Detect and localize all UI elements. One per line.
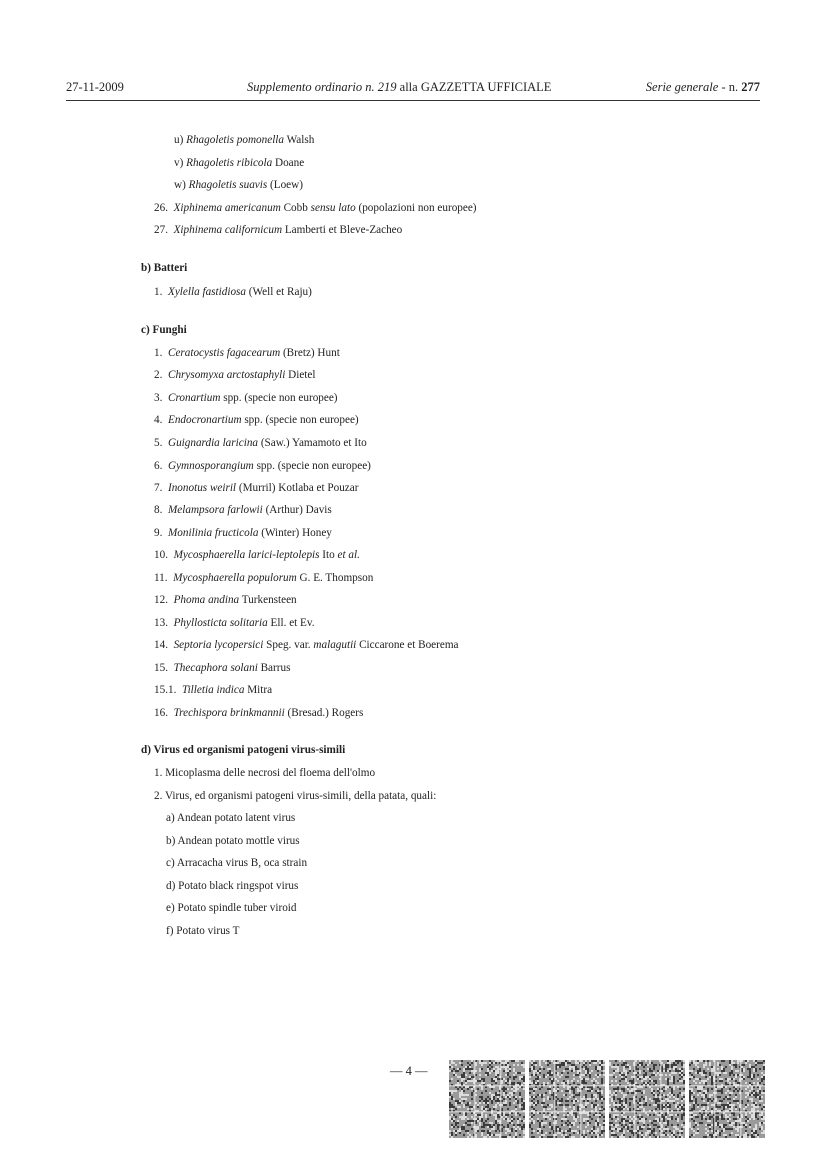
author: spp. (specie non europee)	[253, 460, 371, 472]
species-name: Monilinia fructicola	[167, 527, 259, 539]
list-item	[154, 767, 375, 780]
list-item	[154, 414, 359, 427]
item-number: 3.	[154, 392, 163, 404]
species-name: Thecaphora solani	[173, 662, 258, 674]
item-number: 26.	[154, 202, 168, 214]
list-item	[154, 202, 477, 215]
security-code-image-4	[689, 1060, 765, 1138]
species-name: Rhagoletis suavis	[188, 179, 268, 191]
author: Doane	[272, 157, 305, 169]
header-supplement: Supplemento ordinario n. 219	[247, 80, 397, 94]
page-number: — 4 —	[390, 1064, 428, 1078]
section-heading-funghi: c) Funghi	[141, 324, 187, 336]
header-series-label: Serie generale	[645, 80, 719, 94]
list-item	[174, 179, 303, 192]
list-item	[154, 549, 360, 562]
item-letter: f)	[166, 925, 174, 937]
species-name: Septoria lycopersici	[173, 639, 264, 651]
author: Ell. et Ev.	[267, 617, 315, 629]
author: Dietel	[285, 369, 316, 381]
species-name: Inonotus weiril	[167, 482, 237, 494]
species-name: Xylella fastidiosa	[167, 286, 246, 298]
header-publication	[247, 80, 551, 95]
author: (Winter) Honey	[258, 527, 332, 539]
list-item	[154, 572, 373, 585]
species-name: Xiphinema americanum	[173, 202, 281, 214]
list-item	[154, 662, 290, 675]
author: (Murril) Kotlaba et Pouzar	[236, 482, 359, 494]
list-item	[154, 527, 332, 540]
list-item	[154, 504, 332, 517]
item-number: 11.	[154, 572, 168, 584]
species-name: Chrysomyxa arctostaphyli	[167, 369, 286, 381]
item-number: 15.	[154, 662, 168, 674]
item-letter: b)	[166, 835, 176, 847]
species-name: Endocronartium	[167, 414, 242, 426]
item-letter: e)	[166, 902, 175, 914]
section-heading-virus: d) Virus ed organismi patogeni virus-simili	[141, 744, 346, 756]
variety-name: malagutii	[313, 639, 357, 651]
item-number: u)	[174, 134, 184, 146]
author: (Arthur) Davis	[262, 504, 332, 516]
list-item	[154, 617, 315, 630]
list-item	[154, 224, 402, 237]
section-heading-batteri: b) Batteri	[141, 262, 188, 274]
header-rule	[66, 100, 760, 101]
list-item	[154, 286, 312, 299]
author-suffix: et al.	[337, 549, 360, 561]
header-series	[646, 80, 760, 95]
list-item	[154, 790, 436, 803]
item-number: 13.	[154, 617, 168, 629]
item-number: 27.	[154, 224, 168, 236]
sub-list-item	[166, 835, 300, 848]
virus-name: Potato spindle tuber viroid	[177, 902, 297, 914]
sub-list-item	[166, 812, 295, 825]
list-item	[154, 594, 297, 607]
item-number: 1.	[154, 286, 163, 298]
species-name: Guignardia laricina	[167, 437, 259, 449]
author: Lamberti et Bleve-Zacheo	[282, 224, 403, 236]
item-number: 12.	[154, 594, 168, 606]
item-number: 4.	[154, 414, 163, 426]
list-item	[154, 639, 459, 652]
sub-list-item	[166, 925, 239, 938]
page-header	[66, 80, 760, 98]
list-item	[154, 347, 340, 360]
species-name: Mycosphaerella larici-leptolepis	[173, 549, 320, 561]
virus-name: Potato virus T	[176, 925, 240, 937]
header-date: 27-11-2009	[66, 80, 124, 94]
species-name: Xiphinema californicum	[173, 224, 283, 236]
item-number: w)	[174, 179, 186, 191]
author: (Well et Raju)	[245, 286, 312, 298]
author: Walsh	[284, 134, 315, 146]
author: (Bretz) Hunt	[280, 347, 340, 359]
species-name: Melampsora farlowii	[167, 504, 263, 516]
security-code-image-1	[449, 1060, 525, 1138]
species-name: Mycosphaerella populorum	[173, 572, 297, 584]
header-series-number: 277	[741, 80, 760, 94]
list-item	[154, 392, 338, 405]
species-name: Rhagoletis ribicola	[186, 157, 273, 169]
item-number: 2.	[154, 369, 163, 381]
list-item	[154, 369, 315, 382]
item-number: 14.	[154, 639, 168, 651]
author: spp. (specie non europee)	[241, 414, 359, 426]
item-number: 2.	[154, 790, 163, 802]
item-text: Micoplasma delle necrosi del floema dell'olmo	[165, 767, 376, 779]
item-number: 6.	[154, 460, 163, 472]
item-number: 9.	[154, 527, 163, 539]
species-name: Cronartium	[167, 392, 221, 404]
sub-list-item	[166, 902, 297, 915]
sub-list-item	[166, 880, 298, 893]
header-series-sep: - n.	[718, 80, 742, 94]
item-number: 1.	[154, 347, 163, 359]
author: spp. (specie non europee)	[220, 392, 338, 404]
list-item	[154, 684, 272, 697]
species-name: Ceratocystis fagacearum	[167, 347, 281, 359]
species-name: Phyllosticta solitaria	[173, 617, 268, 629]
security-code-image-2	[529, 1060, 605, 1138]
item-number: 7.	[154, 482, 163, 494]
author: Barrus	[257, 662, 291, 674]
species-name: Tilletia indica	[181, 684, 245, 696]
list-item	[154, 482, 358, 495]
item-letter: c)	[166, 857, 175, 869]
species-qualifier: sensu lato	[310, 202, 356, 214]
virus-name: Andean potato mottle virus	[177, 835, 300, 847]
species-name: Phoma andina	[173, 594, 240, 606]
author: Mitra	[244, 684, 273, 696]
species-name: Rhagoletis pomonella	[186, 134, 285, 146]
item-text: Virus, ed organismi patogeni virus-simili, della patata, quali:	[165, 790, 437, 802]
species-name: Trechispora brinkmannii	[173, 707, 285, 719]
item-number: 5.	[154, 437, 163, 449]
author: Ito	[319, 549, 338, 561]
list-item	[174, 157, 304, 170]
author: (Saw.) Yamamoto et Ito	[258, 437, 367, 449]
item-letter: d)	[166, 880, 176, 892]
author: G. E. Thompson	[296, 572, 374, 584]
note: (popolazioni non europee)	[355, 202, 477, 214]
author: (Bresad.) Rogers	[284, 707, 364, 719]
author: Cobb	[280, 202, 311, 214]
author: Ciccarone et Boerema	[356, 639, 459, 651]
virus-name: Andean potato latent virus	[176, 812, 296, 824]
security-code-image-3	[609, 1060, 685, 1138]
list-item	[154, 460, 371, 473]
list-item	[174, 134, 314, 147]
virus-name: Potato black ringspot virus	[178, 880, 299, 892]
item-letter: a)	[166, 812, 175, 824]
list-item	[154, 707, 363, 720]
item-number: 1.	[154, 767, 163, 779]
author: (Loew)	[267, 179, 303, 191]
item-number: 8.	[154, 504, 163, 516]
item-number: 15.1.	[154, 684, 177, 696]
item-number: 10.	[154, 549, 168, 561]
author: Turkensteen	[239, 594, 297, 606]
sub-list-item	[166, 857, 307, 870]
header-gazette: alla GAZZETTA UFFICIALE	[396, 80, 552, 94]
item-number: 16.	[154, 707, 168, 719]
author: Speg. var.	[263, 639, 314, 651]
species-name: Gymnosporangium	[167, 460, 254, 472]
list-item	[154, 437, 367, 450]
item-number: v)	[174, 157, 184, 169]
virus-name: Arracacha virus B, oca strain	[176, 857, 308, 869]
